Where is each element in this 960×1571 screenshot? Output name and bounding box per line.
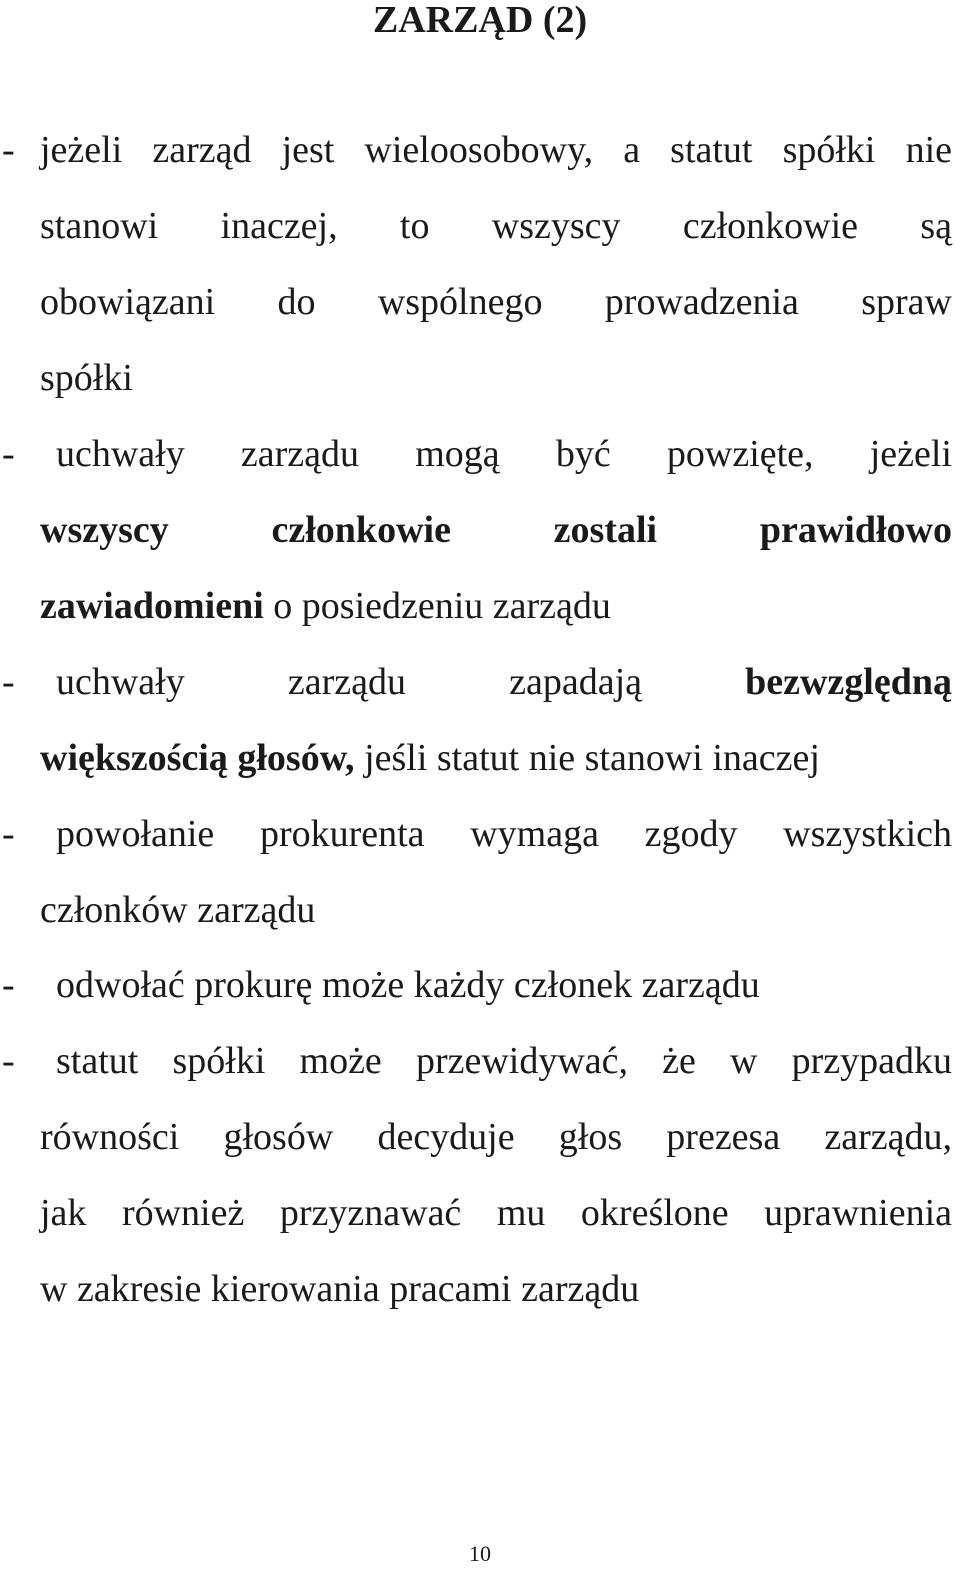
text-run: jak również przyznawać mu określone uprawnienia [40,1192,952,1234]
list-item-line [0,735,960,811]
list-item-text [40,583,952,629]
text-run: statut spółki może przewidywać, że w przypadku [56,1040,952,1082]
bullet-dash: - [2,1040,15,1082]
list-item-line [0,203,960,279]
list-item-text [40,203,952,249]
list-item-text [56,431,952,477]
bullet-dash: - [2,813,15,855]
text-run: o posiedzeniu zarządu [263,585,611,627]
list-item-line [0,811,960,887]
text-run: uchwały zarządu mogą być powzięte, jeżeli [56,433,952,475]
bold-text: większością głosów, [40,737,355,779]
list-item-line [0,887,960,963]
list-item-line [0,507,960,583]
list-item-line [0,962,960,1038]
list-item-line [0,659,960,735]
list-item-text [56,659,952,705]
list-item-text [40,355,952,401]
text-run: uchwały zarządu zapadają [56,661,746,703]
bullet-dash: - [2,661,15,703]
list-item-text [40,279,952,325]
bold-text: zawiadomieni [40,585,264,627]
page-number: 10 [469,1541,491,1566]
list-item-line [0,1038,960,1114]
text-run: jeśli statut nie stanowi inaczej [354,737,820,779]
text-run: członków zarządu [40,889,316,931]
text-run: powołanie prokurenta wymaga zgody wszystkich [56,813,952,855]
list-item-line [0,279,960,355]
text-run: w zakresie kierowania pracami zarządu [40,1268,640,1310]
bullet-dash: - [2,129,15,171]
text-run: stanowi inaczej, to wszyscy członkowie są [40,205,952,247]
list-item-text [40,507,952,553]
list-item-text [40,1266,952,1312]
list-item-line [0,1190,960,1266]
list-item-line [0,355,960,431]
text-run: obowiązani do wspólnego prowadzenia spraw [40,281,952,323]
list-item-line [0,127,960,203]
list-item-text [56,962,952,1008]
bullet-dash: - [2,433,15,475]
list-item-text [40,127,952,173]
bold-text: bezwzględną [745,661,952,703]
list-item-line [0,583,960,659]
text-run: równości głosów decyduje głos prezesa zarządu, [40,1116,952,1158]
list-item-line [0,431,960,507]
list-item-text [40,735,952,781]
list-item-text [40,1190,952,1236]
list-item-text [56,811,952,857]
text-run: odwołać prokurę może każdy członek zarządu [56,964,760,1006]
bullet-dash: - [2,964,15,1006]
list-item-text [40,1114,952,1160]
list-item-line [0,1266,960,1342]
list-item-text [56,1038,952,1084]
text-run: jeżeli zarząd jest wieloosobowy, a statut spółki nie [40,129,952,171]
page-title: ZARZĄD (2) [372,0,588,41]
bold-text: wszyscy członkowie zostali prawidłowo [40,509,952,551]
list-item-line [0,1114,960,1190]
list-item-text [40,887,952,933]
text-run: spółki [40,357,133,399]
